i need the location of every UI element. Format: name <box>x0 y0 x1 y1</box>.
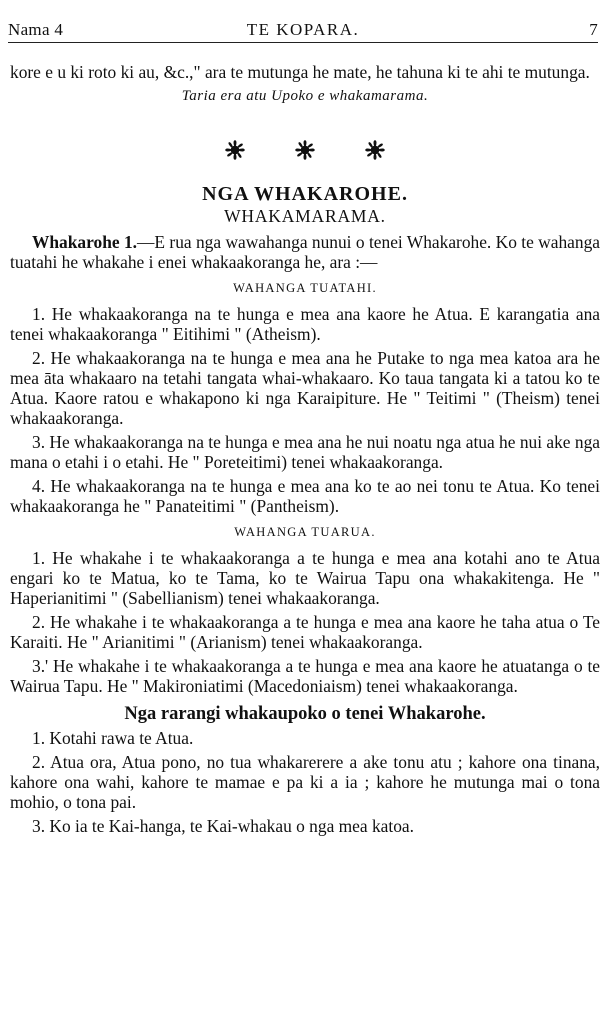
whakarohe-text: —E rua nga wawahanga nunui o tenei Whakarohe. Ko te wahanga tuatahi he whakahe i enei whakaakoranga he, ara :— <box>10 232 600 272</box>
intro-note: Taria era atu Upoko e whakamarama. <box>181 88 429 104</box>
ornament-row <box>10 132 600 168</box>
running-header <box>8 18 598 43</box>
list-item: 3. Ko ia te Kai-hanga, te Kai-whakau o nga mea katoa. <box>32 816 414 836</box>
whakarohe-paragraph <box>10 232 600 272</box>
part2-heading: WAHANGA TUARUA. <box>234 525 376 539</box>
part1-heading: WAHANGA TUATAHI. <box>233 281 377 295</box>
section-title: NGA WHAKAROHE. <box>202 183 408 205</box>
summary-heading: Nga rarangi whakaupoko o tenei Whakarohe. <box>124 704 486 724</box>
list-item: 1. Kotahi rawa te Atua. <box>32 728 194 748</box>
list-item: 2. He whakaakoranga na te hunga e mea ana he Putake to nga mea katoa ara he mea āta whakaaro na tetahi tangata whai-whakaaro. Ko taua tangata ki a tatou ko te Atua. Kaore ratou e whakapono ki nga Karaipiture. He " Teitimi " (Theism) tenei whakaakoranga. <box>10 348 600 428</box>
list-item: 4. He whakaakoranga na te hunga e mea ana ko te ao nei tonu te Atua. Ko tenei whakaakoranga he " Panateitimi " (Pantheism). <box>10 476 600 516</box>
intro-paragraph: kore e u ki roto ki au, &c.," ara te mutunga he mate, he tahuna ki te ahi te mutunga. <box>10 62 590 82</box>
section-subtitle: WHAKAMARAMA. <box>224 206 386 226</box>
page-number: 7 <box>589 20 598 39</box>
list-item: 2. He whakahe i te whakaakoranga a te hunga e mea ana kaore he taha atua o Te Karaiti. He " Arianitimi " (Arianism) tenei whakaakoranga. <box>10 612 600 652</box>
list-item: 1. He whakaakoranga na te hunga e mea ana kaore he Atua. E karangatia ana tenei whakaakoranga " Eitihimi " (Atheism). <box>10 304 600 344</box>
page-body <box>10 62 600 836</box>
flower-ornament-icon <box>357 132 393 168</box>
flower-ornament-icon <box>287 132 323 168</box>
list-item: 3. He whakaakoranga na te hunga e mea ana he nui noatu nga atua he nui ake nga mana o etahi i o etahi. He " Poreteitimi) tenei whakaakoranga. <box>10 432 600 472</box>
list-item: 3.' He whakahe i te whakaakoranga a te hunga e mea ana kaore he atuatanga o te Wairua Tapu. He " Makironiatimi (Macedoniaism) tenei whakaakoranga. <box>10 656 600 696</box>
whakarohe-label: Whakarohe 1. <box>32 232 138 252</box>
header-title: TE KOPARA. <box>246 20 360 39</box>
list-item: 2. Atua ora, Atua pono, no tua whakarerere a ake tonu atu ; kahore ona tinana, kahore ona wahi, kahore te mamae e pa ki a ia ; kahore he mutunga mai o tona mohio, o tona pai. <box>10 752 600 812</box>
list-item: 1. He whakahe i te whakaakoranga a te hunga e mea ana kotahi ano te Atua engari ko te Matua, ko te Tama, ko te Wairua Tapu ona whakakitenga. He " Haperianitimi " (Sabellianism) tenei whakaakoranga. <box>10 548 600 608</box>
header-chapter: Nama 4 <box>8 20 64 39</box>
flower-ornament-icon <box>217 132 253 168</box>
